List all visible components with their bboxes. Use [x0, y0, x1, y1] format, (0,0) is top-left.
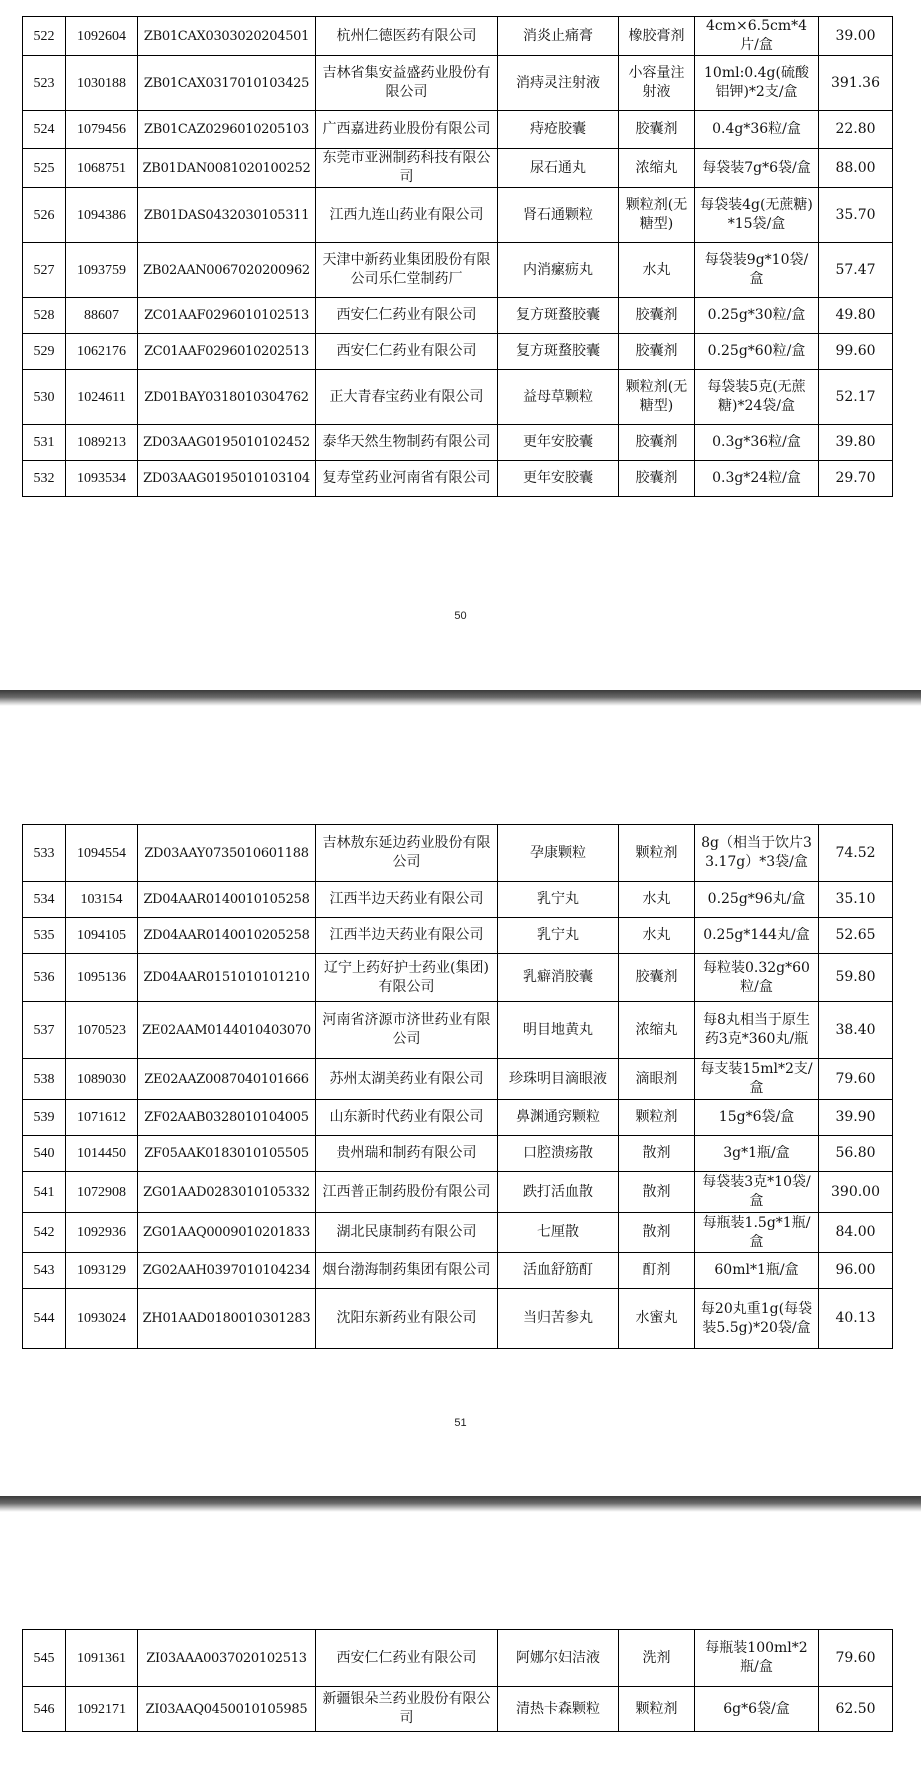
bid-code-cell: ZH01AAD0180010301283: [138, 1289, 316, 1349]
row-number-cell: 532: [23, 461, 66, 497]
company-name-cell: 烟台渤海制药集团有限公司: [316, 1253, 498, 1289]
table-row: [23, 17, 893, 56]
price-cell: 52.65: [819, 918, 893, 954]
specification-cell: 0.25g*144丸/盒: [695, 918, 819, 954]
drug-name-cell: 消痔灵注射液: [498, 56, 619, 111]
drug-name-cell: 益母草颗粒: [498, 370, 619, 425]
bid-code-cell: ZF05AAK0183010105505: [138, 1136, 316, 1172]
page-separator: [0, 690, 921, 706]
drug-code-cell: 1095136: [66, 954, 138, 1002]
bid-code-cell: ZB02AAN0067020200962: [138, 243, 316, 298]
drug-code-cell: 1024611: [66, 370, 138, 425]
row-number-cell: 522: [23, 17, 66, 56]
price-cell: 38.40: [819, 1002, 893, 1059]
price-cell: 39.80: [819, 425, 893, 461]
document-page-50: [0, 0, 921, 690]
dosage-form-cell: 散剂: [619, 1172, 695, 1213]
drug-name-cell: 复方斑蝥胶囊: [498, 298, 619, 334]
drug-name-cell: 乳宁丸: [498, 918, 619, 954]
page-separator: [0, 1496, 921, 1512]
price-cell: 35.10: [819, 882, 893, 918]
company-name-cell: 天津中新药业集团股份有限公司乐仁堂制药厂: [316, 243, 498, 298]
row-number-cell: 542: [23, 1213, 66, 1253]
dosage-form-cell: 胶囊剂: [619, 954, 695, 1002]
specification-cell: 每袋装3克*10袋/盒: [695, 1172, 819, 1213]
table-row: [23, 461, 893, 497]
bid-code-cell: ZD03AAG0195010103104: [138, 461, 316, 497]
company-name-cell: 吉林敖东延边药业股份有限公司: [316, 825, 498, 882]
specification-cell: 0.3g*24粒/盒: [695, 461, 819, 497]
drug-code-cell: 1071612: [66, 1100, 138, 1136]
specification-cell: 15g*6袋/盒: [695, 1100, 819, 1136]
drug-name-cell: 肾石通颗粒: [498, 188, 619, 243]
company-name-cell: 江西普正制药股份有限公司: [316, 1172, 498, 1213]
row-number-cell: 536: [23, 954, 66, 1002]
dosage-form-cell: 散剂: [619, 1213, 695, 1253]
price-cell: 22.80: [819, 111, 893, 149]
table-row: [23, 1002, 893, 1059]
drug-code-cell: 1092936: [66, 1213, 138, 1253]
drug-name-cell: 明目地黄丸: [498, 1002, 619, 1059]
company-name-cell: 新疆银朵兰药业股份有限公司: [316, 1687, 498, 1732]
row-number-cell: 539: [23, 1100, 66, 1136]
document-page-51: [0, 706, 921, 1496]
company-name-cell: 江西半边天药业有限公司: [316, 918, 498, 954]
company-name-cell: 复寿堂药业河南省有限公司: [316, 461, 498, 497]
drug-code-cell: 1068751: [66, 149, 138, 188]
specification-cell: 每袋装5克(无蔗糖)*24袋/盒: [695, 370, 819, 425]
specification-cell: 4cm×6.5cm*4片/盒: [695, 17, 819, 56]
specification-cell: 每支装15ml*2支/盒: [695, 1059, 819, 1100]
dosage-form-cell: 橡胶膏剂: [619, 17, 695, 56]
company-name-cell: 贵州瑞和制药有限公司: [316, 1136, 498, 1172]
bid-code-cell: ZD01BAY0318010304762: [138, 370, 316, 425]
dosage-form-cell: 颗粒剂: [619, 825, 695, 882]
table-row: [23, 1213, 893, 1253]
drug-name-cell: 复方斑蝥胶囊: [498, 334, 619, 370]
price-cell: 99.60: [819, 334, 893, 370]
bid-code-cell: ZF02AAB0328010104005: [138, 1100, 316, 1136]
dosage-form-cell: 水丸: [619, 882, 695, 918]
drug-name-cell: 孕康颗粒: [498, 825, 619, 882]
row-number-cell: 529: [23, 334, 66, 370]
drug-name-cell: 活血舒筋酊: [498, 1253, 619, 1289]
company-name-cell: 河南省济源市济世药业有限公司: [316, 1002, 498, 1059]
table-row: [23, 425, 893, 461]
dosage-form-cell: 散剂: [619, 1136, 695, 1172]
row-number-cell: 526: [23, 188, 66, 243]
dosage-form-cell: 浓缩丸: [619, 1002, 695, 1059]
price-cell: 79.60: [819, 1059, 893, 1100]
row-number-cell: 531: [23, 425, 66, 461]
row-number-cell: 546: [23, 1687, 66, 1732]
bid-code-cell: ZB01DAN0081020100252: [138, 149, 316, 188]
drug-code-cell: 1072908: [66, 1172, 138, 1213]
drug-code-cell: 1089213: [66, 425, 138, 461]
table-row: [23, 1172, 893, 1213]
table-row: [23, 243, 893, 298]
drug-name-cell: 尿石通丸: [498, 149, 619, 188]
bid-code-cell: ZG02AAH0397010104234: [138, 1253, 316, 1289]
bid-code-cell: ZC01AAF0296010102513: [138, 298, 316, 334]
dosage-form-cell: 胶囊剂: [619, 461, 695, 497]
table-row: [23, 149, 893, 188]
drug-price-table-page-50: [22, 16, 893, 497]
table-row: [23, 1059, 893, 1100]
specification-cell: 每瓶装100ml*2瓶/盒: [695, 1630, 819, 1687]
price-cell: 391.36: [819, 56, 893, 111]
specification-cell: 每袋装4g(无蔗糖)*15袋/盒: [695, 188, 819, 243]
row-number-cell: 523: [23, 56, 66, 111]
drug-code-cell: 1092171: [66, 1687, 138, 1732]
bid-code-cell: ZC01AAF0296010202513: [138, 334, 316, 370]
drug-price-table-page-51: [22, 824, 893, 1349]
price-cell: 56.80: [819, 1136, 893, 1172]
drug-name-cell: 乳宁丸: [498, 882, 619, 918]
dosage-form-cell: 水丸: [619, 243, 695, 298]
table-row: [23, 111, 893, 149]
table-row: [23, 1289, 893, 1349]
drug-name-cell: 乳癖消胶囊: [498, 954, 619, 1002]
bid-code-cell: ZB01DAS0432030105311: [138, 188, 316, 243]
bid-code-cell: ZD03AAY0735010601188: [138, 825, 316, 882]
bid-code-cell: ZG01AAD0283010105332: [138, 1172, 316, 1213]
specification-cell: 每瓶装1.5g*1瓶/盒: [695, 1213, 819, 1253]
specification-cell: 60ml*1瓶/盒: [695, 1253, 819, 1289]
drug-code-cell: 1062176: [66, 334, 138, 370]
price-cell: 39.90: [819, 1100, 893, 1136]
dosage-form-cell: 胶囊剂: [619, 425, 695, 461]
drug-code-cell: 1030188: [66, 56, 138, 111]
dosage-form-cell: 颗粒剂(无糖型): [619, 188, 695, 243]
drug-name-cell: 珍珠明目滴眼液: [498, 1059, 619, 1100]
row-number-cell: 543: [23, 1253, 66, 1289]
company-name-cell: 西安仁仁药业有限公司: [316, 1630, 498, 1687]
drug-code-cell: 1093129: [66, 1253, 138, 1289]
bid-code-cell: ZB01CAZ0296010205103: [138, 111, 316, 149]
document-page-52: [0, 1512, 921, 1769]
specification-cell: 每20丸重1g(每袋装5.5g)*20袋/盒: [695, 1289, 819, 1349]
table-row: [23, 918, 893, 954]
price-cell: 57.47: [819, 243, 893, 298]
specification-cell: 3g*1瓶/盒: [695, 1136, 819, 1172]
price-cell: 39.00: [819, 17, 893, 56]
row-number-cell: 545: [23, 1630, 66, 1687]
dosage-form-cell: 水丸: [619, 918, 695, 954]
table-row: [23, 825, 893, 882]
bid-code-cell: ZI03AAA0037020102513: [138, 1630, 316, 1687]
row-number-cell: 537: [23, 1002, 66, 1059]
row-number-cell: 540: [23, 1136, 66, 1172]
table-row: [23, 1630, 893, 1687]
bid-code-cell: ZD04AAR0140010105258: [138, 882, 316, 918]
price-cell: 35.70: [819, 188, 893, 243]
table-row: [23, 1136, 893, 1172]
drug-code-cell: 1070523: [66, 1002, 138, 1059]
company-name-cell: 苏州太湖美药业有限公司: [316, 1059, 498, 1100]
table-row: [23, 1100, 893, 1136]
price-cell: 88.00: [819, 149, 893, 188]
drug-code-cell: 1093024: [66, 1289, 138, 1349]
price-cell: 49.80: [819, 298, 893, 334]
drug-name-cell: 鼻渊通窍颗粒: [498, 1100, 619, 1136]
dosage-form-cell: 洗剂: [619, 1630, 695, 1687]
bid-code-cell: ZI03AAQ0450010105985: [138, 1687, 316, 1732]
drug-code-cell: 1093534: [66, 461, 138, 497]
table-row: [23, 1687, 893, 1732]
bid-code-cell: ZE02AAZ0087040101666: [138, 1059, 316, 1100]
dosage-form-cell: 小容量注射液: [619, 56, 695, 111]
table-row: [23, 298, 893, 334]
specification-cell: 0.25g*60粒/盒: [695, 334, 819, 370]
price-cell: 40.13: [819, 1289, 893, 1349]
dosage-form-cell: 颗粒剂: [619, 1100, 695, 1136]
price-cell: 84.00: [819, 1213, 893, 1253]
bid-code-cell: ZD03AAG0195010102452: [138, 425, 316, 461]
price-cell: 52.17: [819, 370, 893, 425]
table-row: [23, 188, 893, 243]
company-name-cell: 江西九连山药业有限公司: [316, 188, 498, 243]
drug-name-cell: 更年安胶囊: [498, 461, 619, 497]
company-name-cell: 辽宁上药好护士药业(集团)有限公司: [316, 954, 498, 1002]
drug-code-cell: 1089030: [66, 1059, 138, 1100]
dosage-form-cell: 滴眼剂: [619, 1059, 695, 1100]
table-row: [23, 370, 893, 425]
specification-cell: 0.3g*36粒/盒: [695, 425, 819, 461]
row-number-cell: 530: [23, 370, 66, 425]
dosage-form-cell: 胶囊剂: [619, 334, 695, 370]
dosage-form-cell: 胶囊剂: [619, 298, 695, 334]
specification-cell: 0.25g*30粒/盒: [695, 298, 819, 334]
price-cell: 62.50: [819, 1687, 893, 1732]
specification-cell: 10ml:0.4g(硫酸铝钾)*2支/盒: [695, 56, 819, 111]
drug-name-cell: 口腔溃疡散: [498, 1136, 619, 1172]
company-name-cell: 广西嘉进药业股份有限公司: [316, 111, 498, 149]
drug-name-cell: 内消瘰疬丸: [498, 243, 619, 298]
specification-cell: 每袋装7g*6袋/盒: [695, 149, 819, 188]
row-number-cell: 538: [23, 1059, 66, 1100]
page-number: 50: [454, 610, 467, 622]
drug-price-table-page-52: [22, 1629, 893, 1732]
table-row: [23, 954, 893, 1002]
price-cell: 390.00: [819, 1172, 893, 1213]
specification-cell: 每8丸相当于原生药3克*360丸/瓶: [695, 1002, 819, 1059]
dosage-form-cell: 浓缩丸: [619, 149, 695, 188]
company-name-cell: 泰华天然生物制药有限公司: [316, 425, 498, 461]
dosage-form-cell: 颗粒剂: [619, 1687, 695, 1732]
dosage-form-cell: 颗粒剂(无糖型): [619, 370, 695, 425]
drug-name-cell: 当归苦参丸: [498, 1289, 619, 1349]
drug-code-cell: 1094105: [66, 918, 138, 954]
bid-code-cell: ZD04AAR0140010205258: [138, 918, 316, 954]
specification-cell: 每粒装0.32g*60粒/盒: [695, 954, 819, 1002]
bid-code-cell: ZD04AAR0151010101210: [138, 954, 316, 1002]
drug-code-cell: 1014450: [66, 1136, 138, 1172]
company-name-cell: 山东新时代药业有限公司: [316, 1100, 498, 1136]
company-name-cell: 杭州仁德医药有限公司: [316, 17, 498, 56]
drug-name-cell: 痔疮胶囊: [498, 111, 619, 149]
drug-name-cell: 消炎止痛膏: [498, 17, 619, 56]
price-cell: 74.52: [819, 825, 893, 882]
company-name-cell: 吉林省集安益盛药业股份有限公司: [316, 56, 498, 111]
dosage-form-cell: 水蜜丸: [619, 1289, 695, 1349]
row-number-cell: 528: [23, 298, 66, 334]
drug-name-cell: 更年安胶囊: [498, 425, 619, 461]
table-row: [23, 1253, 893, 1289]
row-number-cell: 535: [23, 918, 66, 954]
specification-cell: 6g*6袋/盒: [695, 1687, 819, 1732]
row-number-cell: 541: [23, 1172, 66, 1213]
drug-code-cell: 1092604: [66, 17, 138, 56]
company-name-cell: 正大青春宝药业有限公司: [316, 370, 498, 425]
row-number-cell: 524: [23, 111, 66, 149]
bid-code-cell: ZE02AAM0144010403070: [138, 1002, 316, 1059]
row-number-cell: 525: [23, 149, 66, 188]
company-name-cell: 西安仁仁药业有限公司: [316, 298, 498, 334]
specification-cell: 8g（相当于饮片33.17g）*3袋/盒: [695, 825, 819, 882]
drug-name-cell: 清热卡森颗粒: [498, 1687, 619, 1732]
drug-code-cell: 1091361: [66, 1630, 138, 1687]
company-name-cell: 沈阳东新药业有限公司: [316, 1289, 498, 1349]
drug-code-cell: 1079456: [66, 111, 138, 149]
table-row: [23, 334, 893, 370]
company-name-cell: 西安仁仁药业有限公司: [316, 334, 498, 370]
table-row: [23, 882, 893, 918]
company-name-cell: 东莞市亚洲制药科技有限公司: [316, 149, 498, 188]
drug-code-cell: 103154: [66, 882, 138, 918]
row-number-cell: 544: [23, 1289, 66, 1349]
company-name-cell: 湖北民康制药有限公司: [316, 1213, 498, 1253]
drug-code-cell: 1094386: [66, 188, 138, 243]
drug-name-cell: 阿娜尔妇洁液: [498, 1630, 619, 1687]
drug-code-cell: 1093759: [66, 243, 138, 298]
row-number-cell: 534: [23, 882, 66, 918]
specification-cell: 0.25g*96丸/盒: [695, 882, 819, 918]
dosage-form-cell: 酊剂: [619, 1253, 695, 1289]
bid-code-cell: ZB01CAX0303020204501: [138, 17, 316, 56]
page-number: 51: [454, 1417, 467, 1429]
specification-cell: 每袋装9g*10袋/盒: [695, 243, 819, 298]
company-name-cell: 江西半边天药业有限公司: [316, 882, 498, 918]
drug-name-cell: 七厘散: [498, 1213, 619, 1253]
dosage-form-cell: 胶囊剂: [619, 111, 695, 149]
drug-code-cell: 1094554: [66, 825, 138, 882]
price-cell: 59.80: [819, 954, 893, 1002]
specification-cell: 0.4g*36粒/盒: [695, 111, 819, 149]
price-cell: 79.60: [819, 1630, 893, 1687]
price-cell: 96.00: [819, 1253, 893, 1289]
drug-name-cell: 跌打活血散: [498, 1172, 619, 1213]
drug-code-cell: 88607: [66, 298, 138, 334]
bid-code-cell: ZB01CAX0317010103425: [138, 56, 316, 111]
row-number-cell: 527: [23, 243, 66, 298]
price-cell: 29.70: [819, 461, 893, 497]
bid-code-cell: ZG01AAQ0009010201833: [138, 1213, 316, 1253]
row-number-cell: 533: [23, 825, 66, 882]
table-row: [23, 56, 893, 111]
